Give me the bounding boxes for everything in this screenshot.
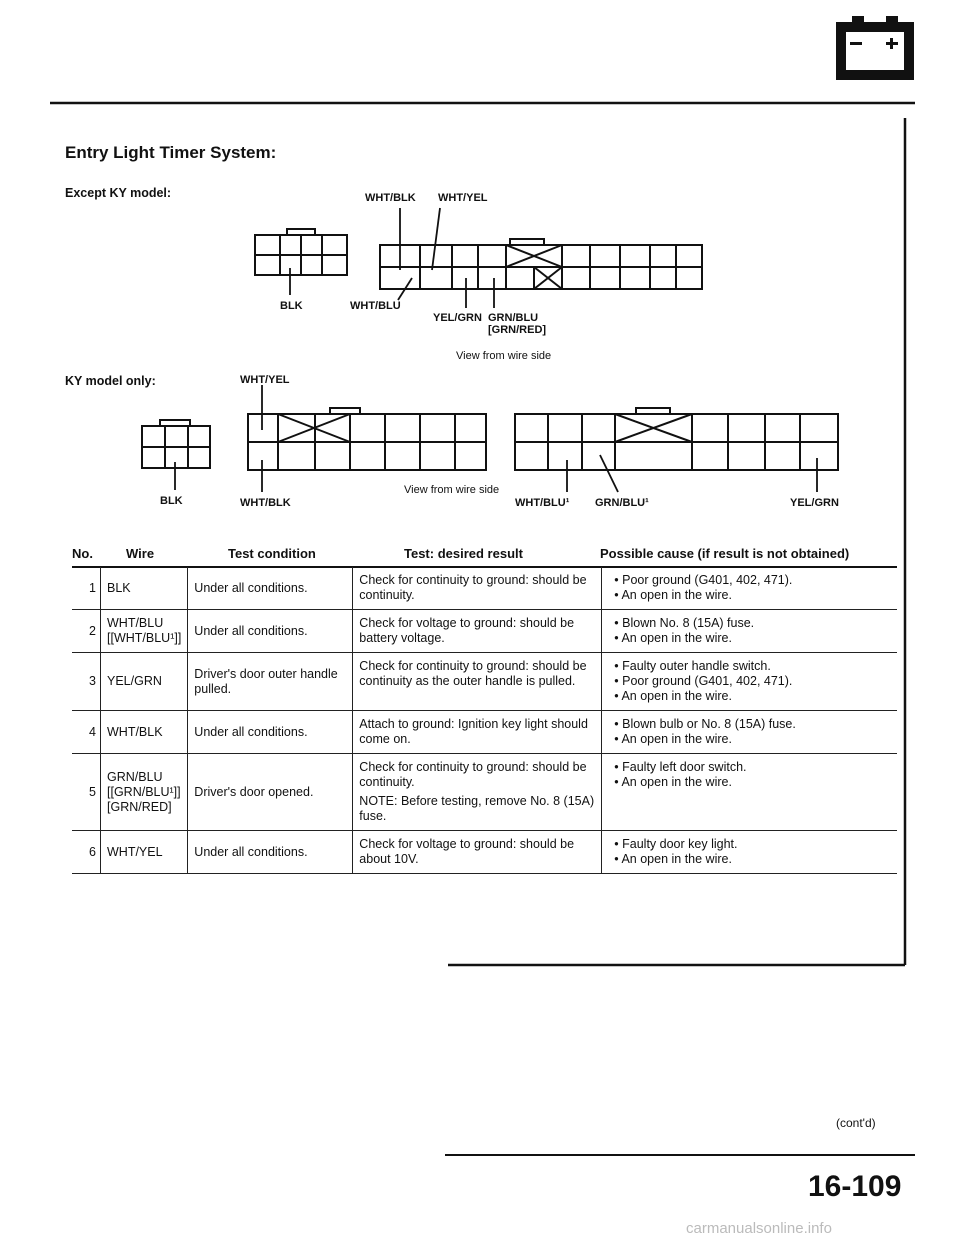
- wire-label-wht-blu: WHT/BLU: [350, 300, 401, 312]
- col-head-condition: Test condition: [228, 546, 316, 561]
- row-wire: GRN/BLU [[GRN/BLU¹]] [GRN/RED]: [101, 754, 188, 831]
- row-number: 4: [72, 711, 101, 754]
- connector-2pin-b: [142, 420, 210, 468]
- cause-item: • An open in the wire.: [614, 852, 732, 866]
- battery-icon: [836, 16, 914, 80]
- row-number: 2: [72, 610, 101, 653]
- row-causes: [602, 831, 897, 874]
- cause-item: • An open in the wire.: [614, 732, 732, 746]
- row-result: Check for voltage to ground: should be about 10V.: [353, 831, 602, 874]
- table-row: [72, 567, 897, 610]
- row-number: 6: [72, 831, 101, 874]
- row-wire: WHT/BLK: [101, 711, 188, 754]
- row-wire: WHT/YEL: [101, 831, 188, 874]
- cause-item: • Faulty left door switch.: [614, 760, 747, 774]
- row-result: Check for continuity to ground: should be continuity.: [353, 567, 602, 610]
- page-number: 16-109: [808, 1170, 902, 1203]
- section-title: Entry Light Timer System:: [65, 143, 277, 162]
- row-condition: Under all conditions.: [188, 567, 353, 610]
- col-head-result: Test: desired result: [404, 546, 523, 561]
- cause-item: • Poor ground (G401, 402, 471).: [614, 674, 793, 688]
- table-row: [72, 831, 897, 874]
- cause-item: • Blown bulb or No. 8 (15A) fuse.: [614, 717, 796, 731]
- wire-label-yel-grn: YEL/GRN: [433, 312, 482, 324]
- row-causes: [602, 653, 897, 711]
- row-wire: WHT/BLU [[WHT/BLU¹]]: [101, 610, 188, 653]
- watermark: carmanualsonline.info: [686, 1220, 832, 1237]
- wire-label-wht-yel-ky: WHT/YEL: [240, 374, 290, 386]
- diagram2-caption: View from wire side: [404, 484, 500, 496]
- diagram1-caption: View from wire side: [456, 350, 552, 362]
- wire-label-wht-blu-ky: WHT/BLU¹: [515, 497, 570, 509]
- cause-item: • Poor ground (G401, 402, 471).: [614, 573, 793, 587]
- continued-note: (cont'd): [836, 1116, 876, 1130]
- wire-label-wht-blk-ky: WHT/BLK: [240, 497, 291, 509]
- row-number: 3: [72, 653, 101, 711]
- row-condition: Under all conditions.: [188, 711, 353, 754]
- table-row: [72, 610, 897, 653]
- row-condition: Driver's door outer handle pulled.: [188, 653, 353, 711]
- cause-item: • Blown No. 8 (15A) fuse.: [614, 616, 755, 630]
- row-causes: [602, 754, 897, 831]
- wire-label-yel-grn-ky: YEL/GRN: [790, 497, 839, 509]
- row-condition: Under all conditions.: [188, 831, 353, 874]
- connector-main-c: [515, 408, 838, 470]
- table-row: [72, 754, 897, 831]
- col-head-wire: Wire: [126, 546, 155, 561]
- row-number: 5: [72, 754, 101, 831]
- wire-label-grn-red: [GRN/RED]: [488, 324, 547, 336]
- diagram1-label: Except KY model:: [65, 186, 172, 200]
- diagram2-label: KY model only:: [65, 374, 156, 388]
- connector-main-a: [380, 239, 702, 289]
- wire-label-blk: BLK: [280, 300, 303, 312]
- row-result: Check for continuity to ground: should be continuity.: [359, 760, 587, 789]
- row-condition: Driver's door opened.: [188, 754, 353, 831]
- row-result: Attach to ground: Ignition key light should come on.: [353, 711, 602, 754]
- row-wire: BLK: [101, 567, 188, 610]
- cause-item: • An open in the wire.: [614, 588, 732, 602]
- table-row: [72, 653, 897, 711]
- row-causes: [602, 567, 897, 610]
- row-number: 1: [72, 567, 101, 610]
- col-head-no: No.: [72, 546, 93, 561]
- wire-label-wht-yel: WHT/YEL: [438, 192, 488, 204]
- cause-item: • An open in the wire.: [614, 631, 732, 645]
- connector-2pin-a: [255, 229, 347, 275]
- col-head-cause: Possible cause (if result is not obtained): [600, 546, 850, 561]
- row-condition: Under all conditions.: [188, 610, 353, 653]
- row-result: Check for voltage to ground: should be battery voltage.: [353, 610, 602, 653]
- row-result-cell: [353, 754, 602, 831]
- row-causes: [602, 711, 897, 754]
- wire-label-blk-ky: BLK: [160, 495, 183, 507]
- row-causes: [602, 610, 897, 653]
- cause-item: • An open in the wire.: [614, 775, 732, 789]
- wire-label-grn-blu: GRN/BLU: [488, 312, 539, 324]
- connector-main-b: [248, 408, 486, 470]
- row-result: Check for continuity to ground: should be continuity as the outer handle is pulled.: [353, 653, 602, 711]
- cause-item: • Faulty door key light.: [614, 837, 738, 851]
- wire-label-wht-blk: WHT/BLK: [365, 192, 416, 204]
- table-row: [72, 711, 897, 754]
- cause-item: • Faulty outer handle switch.: [614, 659, 771, 673]
- row-result-note: NOTE: Before testing, remove No. 8 (15A) fuse.: [359, 794, 595, 823]
- wire-label-grn-blu-ky: GRN/BLU¹: [595, 497, 649, 509]
- row-wire: YEL/GRN: [101, 653, 188, 711]
- test-table: [72, 567, 897, 874]
- cause-item: • An open in the wire.: [614, 689, 732, 703]
